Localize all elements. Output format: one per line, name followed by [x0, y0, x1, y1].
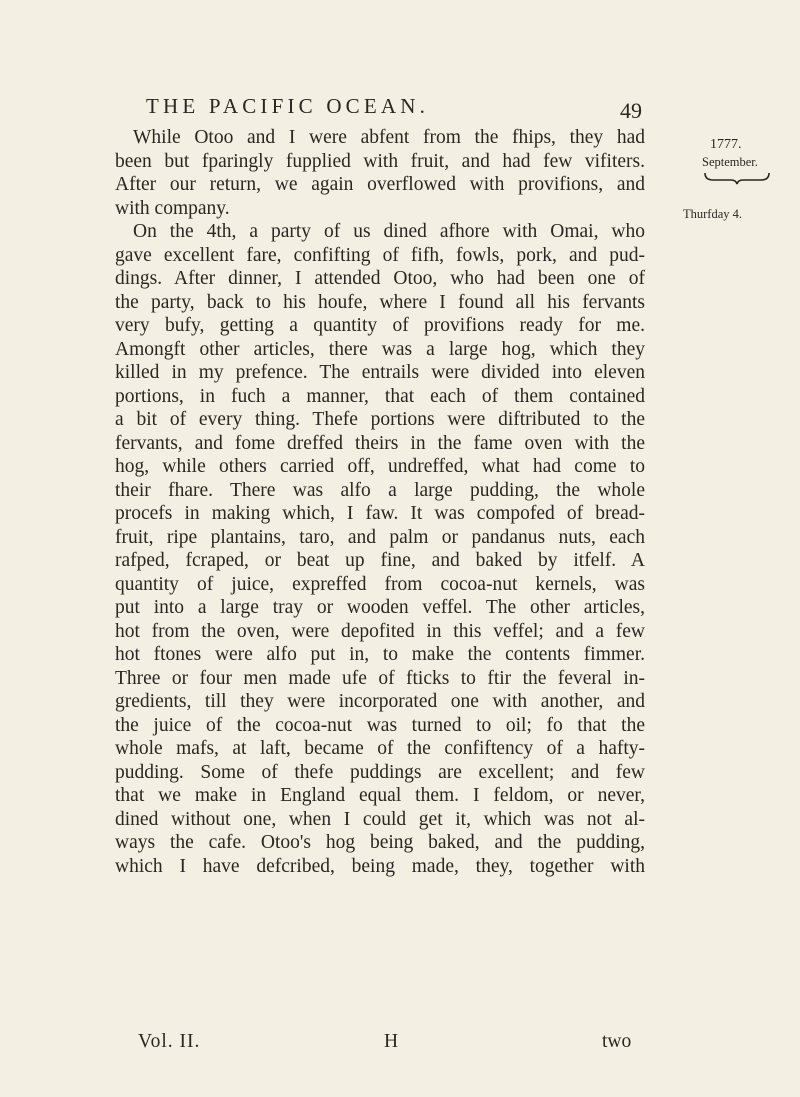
text-line: put into a large tray or wooden veffel. The other articles,	[115, 597, 645, 618]
margin-note-year: 1777.	[710, 137, 742, 152]
page-number: 49	[620, 98, 642, 123]
text-line: their fhare. There was alfo a large pudding, the whole	[115, 479, 645, 501]
text-line: On the 4th, a party of us dined afhore with Omai, who	[133, 221, 645, 242]
text-line: quantity of juice, expreffed from cocoa-nut kernels, was	[115, 573, 645, 595]
text-line: with company.	[115, 197, 230, 219]
text-line: fruit, ripe plantains, taro, and palm or pandanus nuts, each	[115, 526, 645, 548]
text-line: which I have defcribed, being made, they, together with	[115, 855, 645, 877]
text-line: hog, while others carried off, undreffed, what had come to	[115, 456, 645, 477]
catchword: two	[602, 1031, 632, 1052]
signature-mark: H	[384, 1031, 399, 1052]
text-line: the juice of the cocoa-nut was turned to oil; fo that the	[115, 714, 645, 736]
text-line: portions, in fuch a manner, that each of them contained	[115, 385, 645, 407]
body-text	[115, 126, 645, 878]
text-line: ways the cafe. Otoo's hog being baked, and the pudding,	[115, 832, 645, 853]
text-line: been but fparingly fupplied with fruit, and had few vifiters.	[115, 150, 645, 172]
text-line: killed in my prefence. The entrails were divided into eleven	[115, 362, 645, 383]
text-line: gave excellent fare, confifting of fifh, fowls, pork, and pud-	[115, 244, 645, 266]
margin-note-day: Thurfday 4.	[683, 207, 743, 221]
text-line: hot ftones were alfo put in, to make the contents fimmer.	[115, 644, 645, 665]
text-line: While Otoo and I were abfent from the fhips, they had	[133, 127, 645, 148]
text-line: rafped, fcraped, or beat up fine, and baked by itfelf. A	[115, 550, 645, 571]
text-line: fervants, and fome dreffed theirs in the fame oven with the	[115, 432, 645, 454]
text-line: dings. After dinner, I attended Otoo, who had been one of	[115, 268, 645, 289]
text-line: Amongft other articles, there was a large hog, which they	[115, 338, 645, 360]
margin-brace	[703, 171, 771, 185]
running-title: THE PACIFIC OCEAN.	[146, 94, 430, 118]
text-line: very bufy, getting a quantity of provifions ready for me.	[115, 315, 645, 336]
text-line: whole mafs, at laft, became of the confiftency of a hafty-	[115, 738, 645, 759]
text-line: Three or four men made ufe of fticks to ftir the feveral in-	[115, 667, 645, 689]
text-line: procefs in making which, I faw. It was compofed of bread-	[115, 503, 645, 524]
text-line: After our return, we again overflowed with provifions, and	[115, 174, 645, 195]
margin-note-month: September.	[702, 155, 758, 169]
text-line: dined without one, when I could get it, which was not al-	[115, 808, 645, 830]
text-line: gredients, till they were incorporated one with another, and	[115, 691, 645, 712]
text-line: the party, back to his houfe, where I found all his fervants	[115, 291, 645, 313]
text-line: pudding. Some of thefe puddings are excellent; and few	[115, 761, 645, 783]
text-line: hot from the oven, were depofited in this veffel; and a few	[115, 620, 645, 642]
text-line: a bit of every thing. Thefe portions were diftributed to the	[115, 409, 645, 430]
text-line: that we make in England equal them. I feldom, or never,	[115, 785, 645, 806]
volume-signature: Vol. II.	[138, 1031, 201, 1052]
